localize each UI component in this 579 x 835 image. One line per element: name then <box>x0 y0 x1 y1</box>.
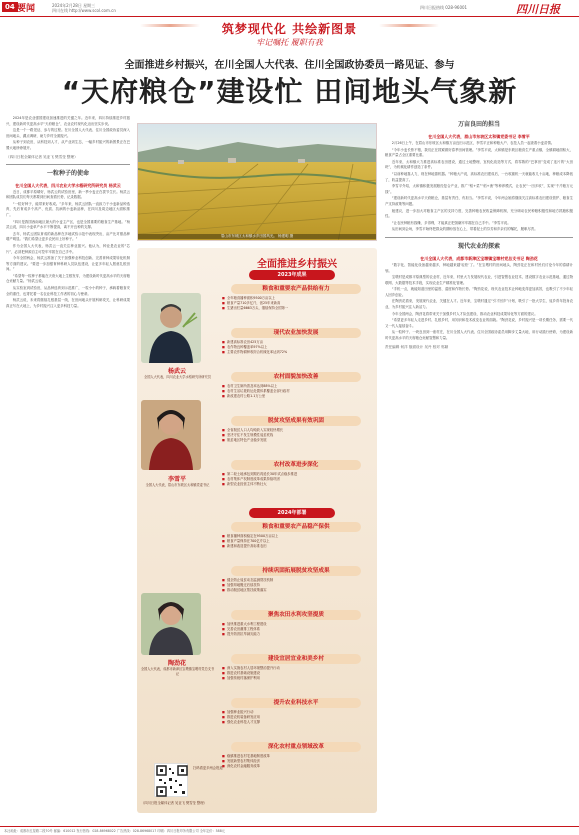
person-portrait-icon <box>141 400 201 470</box>
info-block-title: 农村面貌加快改善 <box>231 372 361 382</box>
story-paragraph: “手机一点，就能知道田里的温度、湿度和作物长势。”陶劲花说，现代农业技术让种地变得更加高效，也吸引了不少年轻人回乡创业。 <box>385 287 573 297</box>
editor-credits: 责任编辑 何洋 版面设计 吴丹 校对 郭颖 <box>385 344 449 349</box>
paper-logo: 四川日报 <box>516 3 560 16</box>
info-item: ■ 推动脱贫地区帮扶政策落实 <box>221 588 371 593</box>
banner-subtitle: 牢记嘱托 履职有我 <box>256 38 323 47</box>
story-title: 一粒种子的使命 <box>46 169 89 177</box>
intro-paragraph: 2024年是农业强国建设加速推进的关键之年。近年来，四川持续推进乡村振兴，建设新时代更高水平“天府粮仓”，农业农村现代化迈出坚实步伐。 <box>6 116 130 126</box>
qr-code[interactable] <box>154 763 188 797</box>
info-item: ■ 脱贫地区特色产业稳步发展 <box>221 438 371 443</box>
portrait-photo <box>141 593 201 655</box>
story-paragraph: “今年小麦长势不错，我们正在抓紧做好春季田间管理。”李雪平说，太和镇是东坡区粮食生产重点镇，全镇耕地面积大，粮食产量占全区重要比重。 <box>385 147 573 158</box>
info-item: ■ 全年粮食播种面积9500万亩以上 <box>221 296 371 301</box>
info-item: ■ 新改建农村公路1.1万公里 <box>221 394 371 399</box>
rice-field-photo <box>137 123 377 241</box>
info-block <box>221 372 371 399</box>
info-block-title: 农村改革进步深化 <box>231 460 361 470</box>
story-paragraph: “让农民种粮有钱赚、多得利，才能真正把饭碗牢牢端在自己手中。”李雪平说。 <box>391 220 511 225</box>
story-paragraph: 去年，杨武云团队育成的新品种在多地试验示范中表现突出，亩产比对照品种增产明显。“我们希望让更多农民用上好种子。” <box>6 231 130 242</box>
info-item: ■ 加强易地搬迁后续扶持 <box>221 583 371 588</box>
info-item: ■ 农村卫生厕所普及率达到88%以上 <box>221 384 371 389</box>
section-label: 要闻 <box>17 4 36 14</box>
info-item: ■ 加强传统村落保护利用 <box>221 676 371 681</box>
info-item: ■ 粮食产量710多亿斤，创25年来新高 <box>221 301 371 306</box>
story-paragraph: 从一粒种子、一块良田到一座村庄，在川全国人大代表、住川全国政协委员用脚步丈量大地，用行动践行使命，为建设新时代更高水平的天府粮仓贡献智慧和力量。 <box>385 330 573 341</box>
person-title: 全国人大代表，成都市新津区宝墩镇宝墩村党总支书记 <box>140 667 215 676</box>
person-portrait-icon <box>141 293 201 363</box>
photo-caption: 眉山市东坡区太和镇水乡田园风光。 杨建明 摄 <box>138 234 376 239</box>
info-item: ■ 稳慎推进农村宅基地制度改革 <box>221 754 371 759</box>
info-block-title: 脱贫攻坚成果有效巩固 <box>231 416 361 426</box>
right-column <box>385 116 573 822</box>
info-item: ■ 健全防止返贫动态监测帮扶机制 <box>221 578 371 583</box>
info-item: ■ 加快推进重大水利工程建设 <box>221 622 371 627</box>
info-block-title: 持续巩固拓展脱贫攻坚成果 <box>231 566 361 576</box>
infographic-title: 全面推进乡村振兴 <box>257 259 337 270</box>
masthead-rule <box>0 16 579 17</box>
info-block-title: 建设宜居宜业和美乡村 <box>231 654 361 664</box>
info-block-title: 提升农业科技水平 <box>231 698 361 708</box>
rice-field-illustration <box>138 124 377 241</box>
intro-paragraph: 从种子到农田，从科技到人才，从产业到生态，一幅乡村振兴的新图景正在巴蜀大地徐徐展开。 <box>6 140 130 150</box>
info-item: ■ 主要农作物耕种收综合机械化率达到72% <box>221 350 371 355</box>
story-paragraph: “希望更多年轻人走进乡村、扎根乡村，用知识和技术改变农业的面貌。”陶劲花说，乡村振兴是一项长期任务，需要一代又一代人接续奋斗。 <box>385 318 573 328</box>
story-paragraph: “以前种地靠人力，现在种地靠机器。”种粮大户说，高标准农田建成后，一台收割机一天就能收几十亩地，种粮成本降低了，收益提高了。 <box>385 171 573 182</box>
info-block-title: 粮食和重要农产品供给有力 <box>231 284 361 294</box>
info-item: ■ 加强种业振兴行动 <box>221 710 371 715</box>
info-item: ■ 农村生活垃圾收运处置体系覆盖全部行政村 <box>221 389 371 394</box>
page-footer: 本社地址：成都市红星路二段70号 邮编：610012 发行热线：028-86968022 广告热线：028-86968017 印刷：四川日报印务有限公司 全年定价：588元 <box>0 826 579 835</box>
info-item: ■ 深入实施农村人居环境整治提升行动 <box>221 666 371 671</box>
info-block <box>221 566 371 593</box>
kicker: 全面推进乡村振兴，在川全国人大代表、住川全国政协委员一路见证、参与 <box>124 60 455 71</box>
portrait-photo <box>141 293 201 363</box>
story-paragraph: 在陶劲花看来，发展现代农业，关键在人才。近年来，宝墩村通过“引才回乡”计划，吸引了一批大学生、返乡青年投身农业，为乡村振兴注入新活力。 <box>385 299 573 310</box>
story-paragraph: 从田间到会场，李雪平始终把群众的期盼放在心上，带着泥土的芬芳和乡亲们的嘱托，履职尽责。 <box>391 227 538 232</box>
info-block-title: 深化农村重点领域改革 <box>231 742 361 752</box>
story-paragraph: “希望每一粒种子都能在天府大地上生根发芽，为建设新时代更高水平的天府粮仓贡献力量。”杨武云说。 <box>6 273 130 284</box>
story-subtitle: 在川全国人大代表，四川农业大学水稻研究所研究员 杨武云 <box>15 182 121 188</box>
person-portrait-icon <box>141 593 201 655</box>
intro-paragraph: 这是一个一路见证、参与的过程。在川全国人大代表、住川全国政协委员深入田间地头、蹲点调研，助力乡村全面振兴。 <box>6 128 130 138</box>
story-title: 现代农业的探索 <box>457 242 500 250</box>
info-item: ■ 强化农业科技人才支撑 <box>221 720 371 725</box>
info-block <box>221 416 371 443</box>
person-title: 全国人大代表，眉山市东坡区太和镇党委书记 <box>145 483 210 487</box>
story-paragraph: 作为全国人大代表，杨武云一直关注种业振兴。他认为，种业是农业的“芯片”，必须把种源自主可控牢牢抓在自己手中。 <box>6 243 130 254</box>
story-paragraph: 近年来，太和镇大力推进高标准农田建设，通过土地整理、宜机化改造等方式，将零散的“巴掌田”变成了连片的“大田块”，为机械化耕作创造了条件。 <box>385 159 573 170</box>
info-block <box>221 654 371 681</box>
story-paragraph: 李雪平介绍，太和镇积极发展粮经复合产业，推广“稻+菜”“稻+渔”等种养模式，让农民“一田多收”，实现“千斤粮万元钱”。 <box>385 184 573 194</box>
banner-flourish-left <box>140 24 200 27</box>
info-item: ■ 粮食播种面积稳定在9500万亩以上 <box>221 534 371 539</box>
info-item: ■ 推进农村基础设施建设 <box>221 671 371 676</box>
info-item: ■ 粮食产量保持在700亿斤以上 <box>221 539 371 544</box>
issue-date: 2024年2月28日 星期三 <box>52 3 96 8</box>
person-name: 李雪平 <box>167 476 186 483</box>
info-block-title: 粮食和重要农产品稳产保供 <box>231 522 361 532</box>
info-item: ■ 坚决守住不发生规模性返贫底线 <box>221 433 371 438</box>
year-tab-2023: 2023年成果 <box>249 270 335 280</box>
story-paragraph: 2月26日上午，在眉山市东坡区太和镇万亩良田示范区，李雪平正和种粮大户、农技人员一起查看小麦苗情。 <box>391 141 555 145</box>
info-item: ■ 农作物良种覆盖率97%以上 <box>221 345 371 350</box>
info-item: ■ 提升防汛抗旱减灾能力 <box>221 632 371 637</box>
hotline: 四川日报热线 028-96001 <box>420 5 468 10</box>
info-block <box>221 742 371 769</box>
qr-caption: 扫码看更多两会报道 <box>193 766 223 770</box>
story-paragraph: “一粒好种子，能带来好收成。”多年来，杨武云团队一直致力于小麦新品种选育，先后育成多个高产、优质、抗病的小麦新品种，在四川及周边地区大面积推广。 <box>6 201 130 217</box>
person-title: 全国人大代表，四川农业大学水稻研究所研究员 <box>144 375 211 379</box>
info-block <box>221 522 371 549</box>
info-item: ■ 第二轮土地承包到期后再延长30年试点稳步推进 <box>221 472 371 477</box>
info-item: ■ 推进农机装备研发应用 <box>221 715 371 720</box>
info-block-title: 现代农业加快发展 <box>231 328 361 338</box>
info-item: ■ 完善农田灌排工程体系 <box>221 627 371 632</box>
info-block-title: 聚焦农田水利攻坚提质 <box>231 610 361 620</box>
infographic-credit: （四川日报全媒体记者 吴亚飞 樊雪莹 整理） <box>141 801 207 805</box>
website-link[interactable]: 四川在线 http://www.scol.com.cn <box>52 8 116 13</box>
banner-title: 筑梦现代化 共绘新图景 <box>221 22 358 36</box>
info-item: ■ 新建和改造提升高标准农田 <box>221 544 371 549</box>
story-paragraph: “数字化、智能化设备越来越多，种地越来越‘轻松’了。”在宝墩村的田间地头，陶劲花正在和村民们讨论今年的春耕计划。 <box>385 262 573 273</box>
info-block <box>221 610 371 637</box>
headline: “天府粮仓”建设忙 田间地头气象新 <box>61 75 518 108</box>
left-column <box>6 116 130 822</box>
story-paragraph: “四川是我国西南地区最大的小麦主产区，也是全国重要的粮食生产基地。”杨武云说，四川小麦单产水平不断提高，离不开良种的支撑。 <box>6 219 130 230</box>
info-item: ■ 新型农业经营主体不断壮大 <box>221 482 371 487</box>
portrait-photo <box>141 400 201 470</box>
info-item: ■ 深化农村金融服务改革 <box>221 764 371 769</box>
qr-code-icon <box>155 764 189 798</box>
infographic-panel <box>137 248 377 813</box>
info-block <box>221 328 371 355</box>
story-subtitle: 在川全国人大代表，眉山市东坡区太和镇党委书记 李雪平 <box>428 134 530 139</box>
year-tab-2024: 2024年部署 <box>249 508 335 518</box>
banner-flourish-right <box>379 24 439 27</box>
dateline <box>52 3 116 13</box>
info-item: ■ 新建高标准农田425万亩 <box>221 340 371 345</box>
info-item: ■ 生猪出栏量6663万头，继续保持全国第一 <box>221 306 371 311</box>
story-paragraph: 宝墩村是成都平原典型的农业村，近年来，村里大力发展现代农业，引进智慧农业技术，建设数字农业示范基地，通过物联网、大数据等技术手段，实现农业生产精准化管理。 <box>385 275 573 285</box>
masthead <box>0 0 579 16</box>
story-paragraph: 今年全国两会，杨武云准备了关于加强种业科技创新、完善育种成果转化机制等方面的建议。“要进一步加强育种科研人员队伍建设，让更多年轻人愿意扎根田间。” <box>6 256 130 272</box>
story-paragraph: “建设新时代更高水平天府粮仓，基层有责任、有担当。”李雪平说，今年两会她将继续关注高标准农田建设管护、粮食生产支持政策等问题。 <box>385 196 573 206</box>
info-item: ■ 全省脱贫人口人均纯收入实现较快增长 <box>221 428 371 433</box>
story-subtitle: 在川全国人大代表，成都市新津区宝墩镇宝墩村党总支书记 陶劲花 <box>420 255 538 261</box>
divider <box>385 237 573 238</box>
story-title: 万亩良田的担当 <box>457 121 500 128</box>
person-name: 杨武云 <box>167 368 186 375</box>
info-item: ■ 农村集体产权制度改革成果持续巩固 <box>221 477 371 482</box>
story-paragraph: 今年全国两会，陶劲花将带来关于加强乡村人才队伍建设、推动农业科技成果转化等方面的建议。 <box>391 311 538 316</box>
story-paragraph: 她建议，进一步加大对粮食主产区的支持力度，完善种粮农民收益保障机制，充分调动农民种粮积极性和地方抓粮积极性。 <box>385 208 573 219</box>
theme-banner <box>0 20 579 47</box>
info-block <box>221 460 371 487</box>
info-item: ■ 发展新型农村集体经济 <box>221 759 371 764</box>
info-block <box>221 698 371 725</box>
story-paragraph: 从实验室到试验田，从品种选育到示范推广，一粒小小的种子，承载着粮食安全的重任，也寄托着一名农业科技工作者的初心与使命。 <box>6 286 130 296</box>
page-number: 04 <box>2 2 18 12</box>
intro-byline: （四川日报全媒体记者 吴亚飞 樊雪莹 整理） <box>6 154 78 159</box>
person-name: 陶劲花 <box>167 660 186 667</box>
divider <box>6 164 130 165</box>
info-block <box>221 284 371 311</box>
story-paragraph: 近日，成都平原晴好，杨武云的试验田里，新一季小麦正在拔节生长。杨武云和团队成员们每天都要到田间查看长势，记录数据。 <box>6 189 130 200</box>
story-paragraph: 杨武云说，未来将继续扎根基层一线，在田间地头开展科研攻关，让科研成果真正写在大地上，为乡村振兴注入更多科技力量。 <box>6 298 130 308</box>
